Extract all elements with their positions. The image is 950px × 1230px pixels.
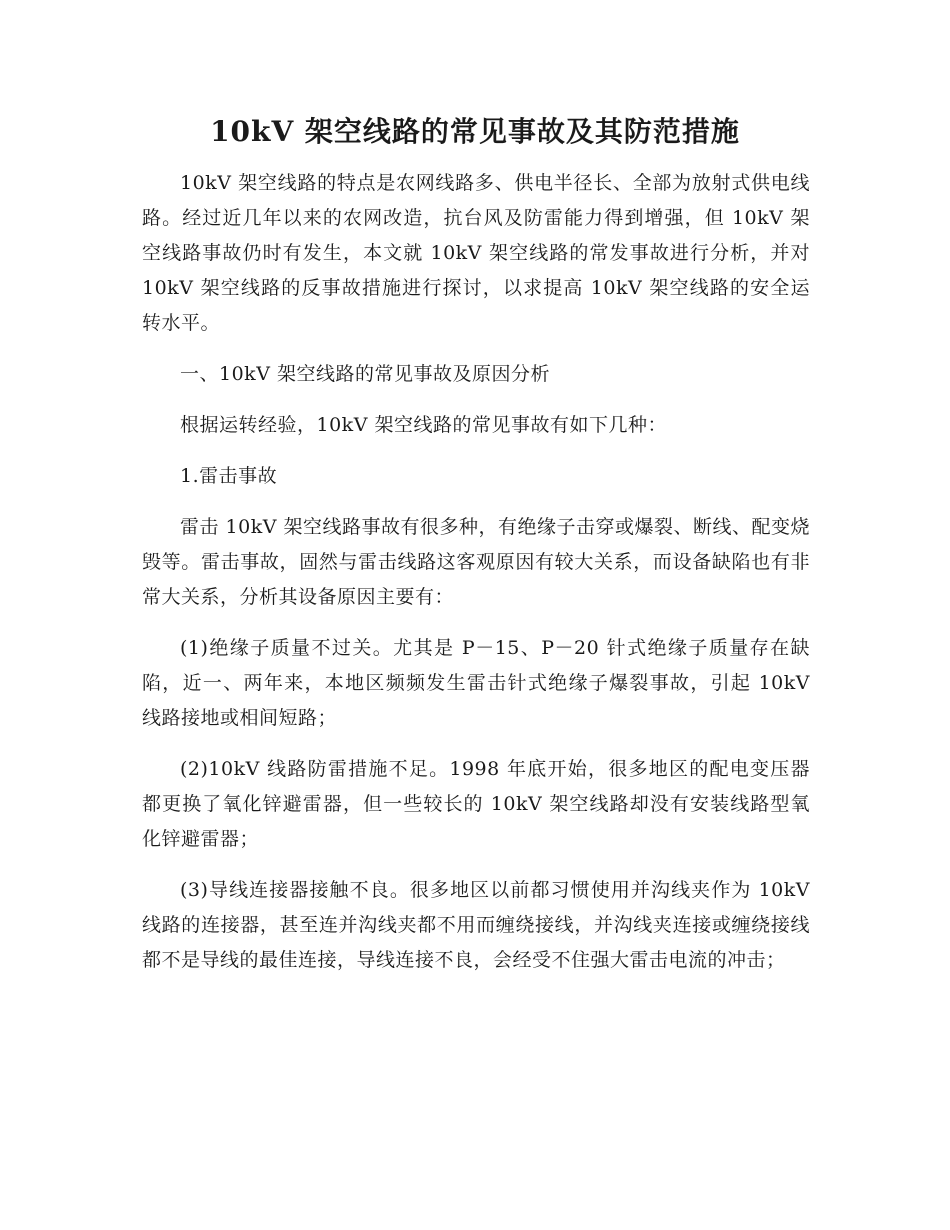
paragraph-lead: 根据运转经验，10kV 架空线路的常见事故有如下几种： [180, 414, 667, 436]
subsection-heading: 1.雷击事故 [180, 465, 278, 487]
paragraph-lightning: 雷击 10kV 架空线路事故有很多种，有绝缘子击穿或爆裂、断线、配变烧毁等。雷击事故，固然与雷击线路这客观原因有较大关系，而设备缺陷也有非常大关系，分析其设备原因主要有： [142, 516, 810, 608]
paragraph-intro: 10kV 架空线路的特点是农网线路多、供电半径长、全部为放射式供电线路。经过近几年以来的农网改造，抗台风及防雷能力得到增强，但 10kV 架空线路事故仍时有发生，本文就 10kV 架空线路的常发事故进行分析，并对 10kV 架空线路的反事故措施进行探讨，以求提高 10kV 架空线路的安全运转水平。 [142, 172, 810, 334]
paragraph-item-2: (2)10kV 线路防雷措施不足。1998 年底开始，很多地区的配电变压器都更换了氧化锌避雷器，但一些较长的 10kV 架空线路却没有安装线路型氧化锌避雷器； [142, 758, 810, 850]
paragraph-item-1: (1)绝缘子质量不过关。尤其是 P－15、P－20 针式绝缘子质量存在缺陷，近一、两年来，本地区频频发生雷击针式绝缘子爆裂事故，引起 10kV 线路接地或相间短路； [142, 637, 810, 729]
document-body [142, 166, 810, 994]
paragraph-item-3: (3)导线连接器接触不良。很多地区以前都习惯使用并沟线夹作为 10kV 线路的连接器，甚至连并沟线夹都不用而缠绕接线，并沟线夹连接或缠绕接线都不是导线的最佳连接，导线连接不良，会经受不住强大雷击电流的冲击； [142, 879, 810, 971]
section-heading: 一、10kV 架空线路的常见事故及原因分析 [180, 363, 550, 385]
page-title: 10kV 架空线路的常见事故及其防范措施 [210, 115, 740, 148]
